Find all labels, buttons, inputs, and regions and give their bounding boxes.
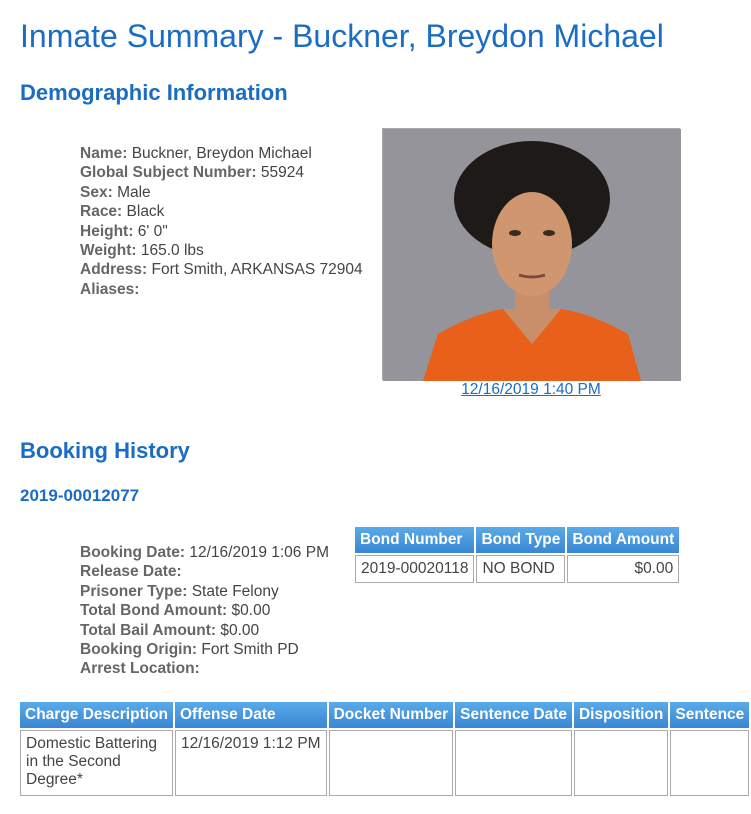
booking-history-heading: Booking History [20, 438, 190, 463]
field-label: Sex: [80, 183, 113, 201]
field-label: Height: [80, 222, 134, 240]
field-label: Address: [80, 261, 148, 279]
table-cell [574, 730, 668, 796]
photo-date-link[interactable]: 12/16/2019 1:40 PM [461, 381, 601, 398]
field-label: Release Date: [80, 563, 182, 581]
field-value: $0.00 [220, 621, 260, 639]
field-total-bond [80, 601, 329, 620]
table-cell: 2019-00020118 [355, 555, 474, 583]
mugshot-illustration [383, 129, 681, 381]
field-aliases [80, 280, 363, 299]
field-label: Booking Origin: [80, 641, 198, 659]
field-label: Total Bail Amount: [80, 621, 217, 639]
table-row [355, 555, 679, 583]
bond-table [353, 525, 681, 585]
table-header-row [355, 527, 679, 553]
field-label: Booking Date: [80, 544, 186, 561]
column-header: Bond Number [355, 527, 474, 553]
demographics-heading: Demographic Information [20, 80, 288, 105]
field-value: Fort Smith PD [201, 641, 299, 659]
field-value: $0.00 [231, 602, 271, 620]
field-label: Aliases: [80, 280, 140, 298]
field-label: Global Subject Number: [80, 164, 257, 182]
table-cell: NO BOND [476, 555, 565, 583]
booking-number: 2019-00012077 [20, 486, 140, 505]
booking-fields [80, 543, 329, 679]
mugshot-photo [382, 128, 680, 380]
table-cell [329, 730, 454, 796]
field-prisoner-type [80, 582, 329, 601]
field-value: 55924 [260, 164, 304, 182]
field-value: 165.0 lbs [140, 242, 204, 260]
column-header: Offense Date [175, 702, 327, 728]
field-label: Name: [80, 145, 128, 162]
field-label: Arrest Location: [80, 660, 200, 678]
field-arrest-location [80, 659, 329, 678]
field-value: 12/16/2019 1:06 PM [189, 544, 329, 561]
field-total-bail [80, 621, 329, 640]
field-race [80, 202, 363, 221]
table-cell: Domestic Battering in the Second Degree* [20, 730, 173, 796]
field-height [80, 222, 363, 241]
field-booking-date [80, 543, 329, 562]
column-header: Sentence [670, 702, 749, 728]
field-value: Buckner, Breydon Michael [131, 145, 312, 162]
table-cell: 12/16/2019 1:12 PM [175, 730, 327, 796]
column-header: Docket Number [329, 702, 454, 728]
field-label: Weight: [80, 242, 137, 260]
field-value: 6' 0" [137, 222, 168, 240]
table-header-row [20, 702, 749, 728]
field-label: Race: [80, 203, 123, 221]
demographic-fields [80, 144, 363, 299]
charges-table [18, 700, 751, 798]
field-weight [80, 241, 363, 260]
field-address [80, 260, 363, 279]
field-sex [80, 183, 363, 202]
column-header: Charge Description [20, 702, 173, 728]
table-cell [455, 730, 572, 796]
field-value: Black [126, 203, 165, 221]
field-booking-origin [80, 640, 329, 659]
column-header: Bond Type [476, 527, 565, 553]
field-label: Prisoner Type: [80, 582, 188, 600]
table-cell [670, 730, 749, 796]
table-row [20, 730, 749, 796]
column-header: Sentence Date [455, 702, 572, 728]
table-cell: $0.00 [567, 555, 679, 583]
column-header: Disposition [574, 702, 668, 728]
field-name [80, 144, 363, 163]
field-release-date [80, 562, 329, 581]
field-value: Male [117, 183, 151, 201]
field-value: State Felony [191, 582, 279, 600]
column-header: Bond Amount [567, 527, 679, 553]
field-label: Total Bond Amount: [80, 602, 228, 620]
field-global-subject-number [80, 163, 363, 182]
page-title: Inmate Summary - Buckner, Breydon Michael [20, 18, 664, 54]
field-value: Fort Smith, ARKANSAS 72904 [151, 261, 363, 279]
